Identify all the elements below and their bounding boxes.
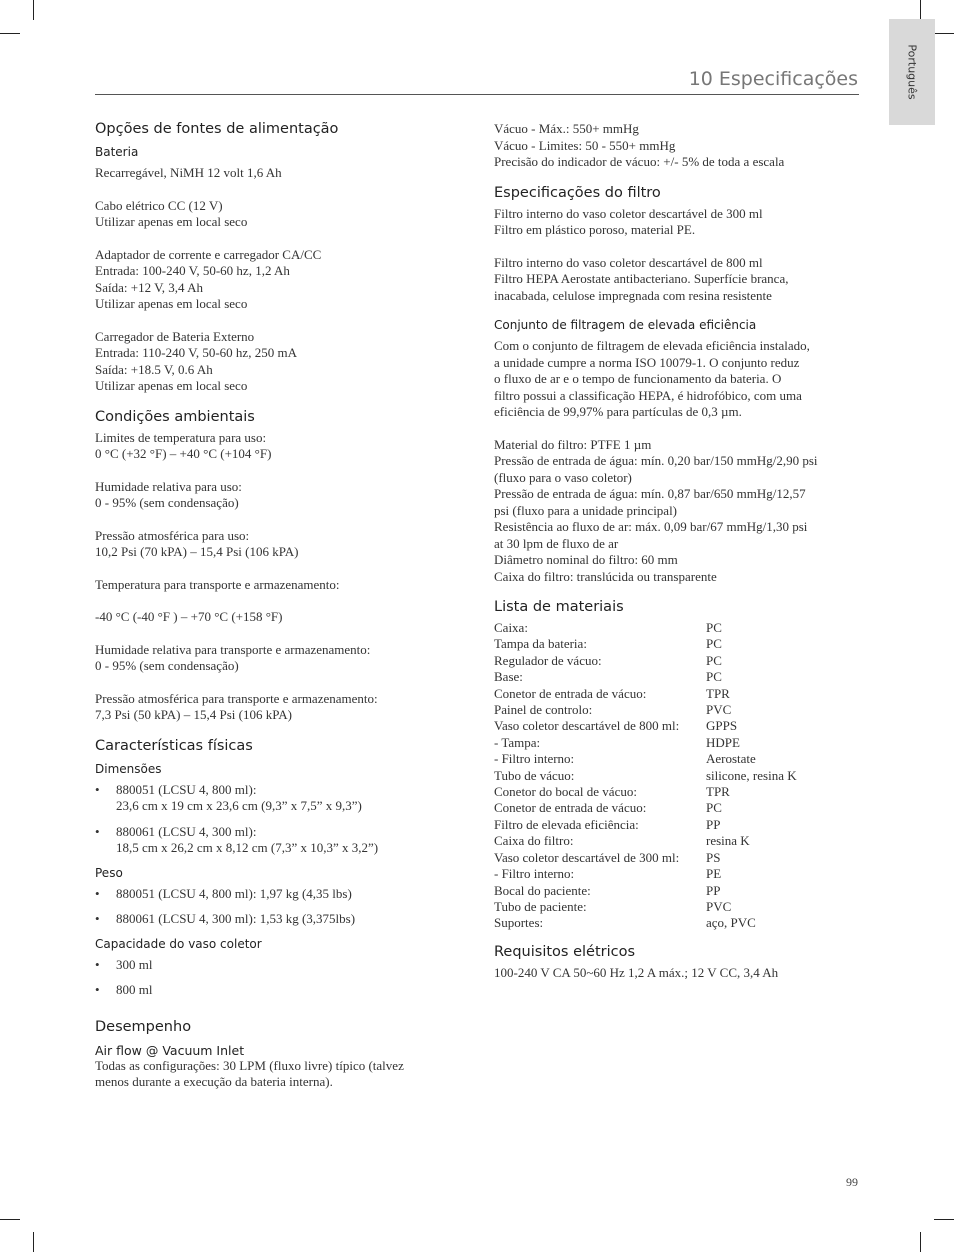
crop-mark	[920, 0, 921, 20]
table-row	[494, 768, 797, 784]
material-part: Tampa da bateria:	[494, 636, 587, 652]
table-row	[494, 800, 797, 816]
list-item: • 880061 (LCSU 4, 300 ml): 18,5 cm x 26,2 cm x 8,12 cm (7,3” x 10,3” x 3,2”)	[95, 824, 445, 857]
material-value: TPR	[706, 685, 730, 701]
material-part: Caixa do filtro:	[494, 833, 574, 849]
env-text: -40 °C (-40 °F ) – +70 °C (+158 °F)	[95, 609, 283, 624]
materials-heading: Lista de materiais	[494, 599, 624, 615]
capacity-subheading: Capacidade do vaso coletor	[95, 936, 262, 951]
material-part: Tubo de paciente:	[494, 898, 587, 914]
table-row	[494, 653, 797, 669]
material-part: Conetor de entrada de vácuo:	[494, 685, 647, 701]
electrical-heading: Requisitos elétricos	[494, 943, 636, 960]
list-item: • 800 ml	[95, 982, 445, 999]
material-value: PE	[706, 866, 722, 882]
hepa-subheading: Conjunto de filtragem de elevada eficiência	[494, 318, 757, 332]
filter-text: Material do filtro: PTFE 1 µm Pressão de entrada de água: mín. 0,20 bar/150 mmHg/2,90 psi (fluxo para o vaso coletor) Pressão de entrada de água: mín. 0,87 bar/650 mmHg/12,57 psi (fluxo para a unidade principal) Resistência ao fluxo de ar: máx. 0,09 bar/67 mmHg/1,30 psi at 30 lpm de fluxo de ar Diâmetro nominal do filtro: 60 mm Caixa do filtro: translúcida ou transparente	[494, 436, 818, 584]
env-text: Humidade relativa para uso: 0 - 95% (sem condensação)	[95, 478, 242, 510]
crop-mark	[920, 1232, 921, 1252]
table-row	[494, 702, 797, 718]
dimensions-list	[95, 782, 445, 857]
table-row	[494, 620, 797, 636]
material-value: resina K	[706, 833, 750, 849]
material-value: PC	[706, 800, 722, 816]
filter-heading: Especificações do filtro	[494, 184, 661, 201]
vacuum-text: Vácuo - Máx.: 550+ mmHg Vácuo - Limites: 50 - 550+ mmHg Precisão do indicador de vácuo: +/- 5% de toda a escala	[494, 121, 785, 169]
material-value: TPR	[706, 784, 730, 800]
material-part: Base:	[494, 669, 523, 685]
weight-subheading: Peso	[95, 865, 123, 880]
env-text: Humidade relativa para transporte e armazenamento: 0 - 95% (sem condensação)	[95, 641, 371, 673]
page-title: 10 Especificações	[688, 68, 858, 90]
list-item: • 880051 (LCSU 4, 800 ml): 1,97 kg (4,35 lbs)	[95, 886, 445, 903]
material-value: PP	[706, 882, 721, 898]
battery-text: Recarregável, NiMH 12 volt 1,6 Ah	[95, 165, 282, 180]
list-item: • 880061 (LCSU 4, 300 ml): 1,53 kg (3,375lbs)	[95, 911, 445, 928]
battery-subheading: Bateria	[95, 145, 139, 159]
adapter-text: Adaptador de corrente e carregador CA/CC Entrada: 100-240 V, 50-60 hz, 1,2 Ah Saída: +12 V, 3,4 Ah Utilizar apenas em local seco	[95, 246, 322, 311]
material-value: PC	[706, 669, 722, 685]
charger-text: Carregador de Bateria Externo Entrada: 110-240 V, 50-60 hz, 250 mA Saída: +18.5 V, 0.6 Ah Utilizar apenas em local seco	[95, 328, 297, 393]
list-item: • 880051 (LCSU 4, 800 ml): 23,6 cm x 19 cm x 23,6 cm (9,3” x 7,5” x 9,3”)	[95, 782, 445, 815]
dimensions-subheading: Dimensões	[95, 761, 162, 776]
material-part: Regulador de vácuo:	[494, 652, 602, 668]
language-tab-label: Português	[905, 44, 919, 100]
weight-list	[95, 886, 445, 928]
material-part: Tubo de vácuo:	[494, 767, 575, 783]
table-row	[494, 899, 797, 915]
crop-mark	[0, 33, 20, 34]
material-value: HDPE	[706, 734, 740, 750]
performance-heading: Desempenho	[95, 1018, 192, 1035]
material-value: aço, PVC	[706, 915, 756, 931]
physical-heading: Características físicas	[95, 737, 253, 754]
material-value: PC	[706, 636, 722, 652]
filter-text: Com o conjunto de filtragem de elevada eficiência instalado, a unidade cumpre a norma ISO 10079-1. O conjunto reduz o fluxo de ar e o tempo de funcionamento da bateria. O filtro possui a classificação HEPA, é hidrofóbico, com uma eficiência de 99,97% para partículas de 0,3 µm.	[494, 338, 810, 419]
env-text: Pressão atmosférica para transporte e armazenamento: 7,3 Psi (50 kPA) – 15,4 Psi (106 kPA)	[95, 690, 378, 722]
cable-text: Cabo elétrico CC (12 V) Utilizar apenas em local seco	[95, 197, 248, 229]
crop-mark	[0, 1219, 20, 1220]
table-row	[494, 915, 797, 931]
material-value: PP	[706, 816, 721, 832]
material-value: GPPS	[706, 718, 738, 734]
material-part: Suportes:	[494, 915, 544, 931]
capacity-list	[95, 957, 445, 999]
table-row	[494, 718, 797, 734]
table-row	[494, 636, 797, 652]
table-row	[494, 784, 797, 800]
material-value: silicone, resina K	[706, 767, 797, 783]
table-row	[494, 751, 797, 767]
material-part: Conetor de entrada de vácuo:	[494, 800, 647, 816]
material-part: - Filtro interno:	[494, 866, 575, 882]
table-row	[494, 735, 797, 751]
left-column	[95, 118, 445, 1107]
page-number: 99	[846, 1175, 858, 1189]
power-heading: Opções de fontes de alimentação	[95, 121, 339, 137]
material-part: Vaso coletor descartável de 300 ml:	[494, 849, 680, 865]
airflow-subheading: Air flow @ Vacuum Inlet	[95, 1042, 245, 1058]
crop-mark	[33, 1232, 34, 1252]
env-text: Pressão atmosférica para uso: 10,2 Psi (70 kPA) – 15,4 Psi (106 kPA)	[95, 527, 299, 559]
material-part: Caixa:	[494, 620, 528, 635]
table-row	[494, 669, 797, 685]
material-part: Vaso coletor descartável de 800 ml:	[494, 718, 680, 734]
filter-text: Filtro interno do vaso coletor descartável de 800 ml Filtro HEPA Aerostate antibacteriano. Superfície branca, inacabada, celulose impregnada com resina resistente	[494, 254, 789, 303]
material-value: PVC	[706, 898, 732, 914]
material-value: PVC	[706, 702, 732, 718]
header-rule	[95, 94, 859, 95]
right-column	[494, 118, 864, 997]
env-heading: Condições ambientais	[95, 408, 255, 425]
table-row	[494, 817, 797, 833]
material-value: PC	[706, 620, 722, 635]
table-row	[494, 850, 797, 866]
material-part: Conetor do bocal de vácuo:	[494, 784, 637, 800]
material-part: - Tampa:	[494, 734, 541, 750]
table-row	[494, 686, 797, 702]
electrical-text: 100-240 V CA 50~60 Hz 1,2 A máx.; 12 V CC, 3,4 Ah	[494, 964, 779, 980]
table-row	[494, 883, 797, 899]
performance-text: Todas as configurações: 30 LPM (fluxo livre) típico (talvez menos durante a execução da bateria interna).	[95, 1057, 404, 1089]
env-text: Limites de temperatura para uso: 0 °C (+32 °F) – +40 °C (+104 °F)	[95, 429, 272, 461]
material-part: Filtro de elevada eficiência:	[494, 816, 639, 832]
list-item: • 300 ml	[95, 957, 445, 974]
materials-table	[494, 620, 797, 932]
table-row	[494, 833, 797, 849]
material-value: Aerostate	[706, 751, 756, 767]
material-value: PC	[706, 652, 722, 668]
env-text: Temperatura para transporte e armazenamento:	[95, 576, 340, 592]
material-part: - Filtro interno:	[494, 751, 575, 767]
filter-text: Filtro interno do vaso coletor descartável de 300 ml Filtro em plástico poroso, material PE.	[494, 205, 763, 237]
material-value: PS	[706, 849, 721, 865]
table-row	[494, 866, 797, 882]
crop-mark	[934, 1219, 954, 1220]
material-part: Painel de controlo:	[494, 702, 593, 718]
language-tab	[889, 19, 935, 125]
crop-mark	[33, 0, 34, 20]
crop-mark	[934, 33, 954, 34]
material-part: Bocal do paciente:	[494, 882, 591, 898]
